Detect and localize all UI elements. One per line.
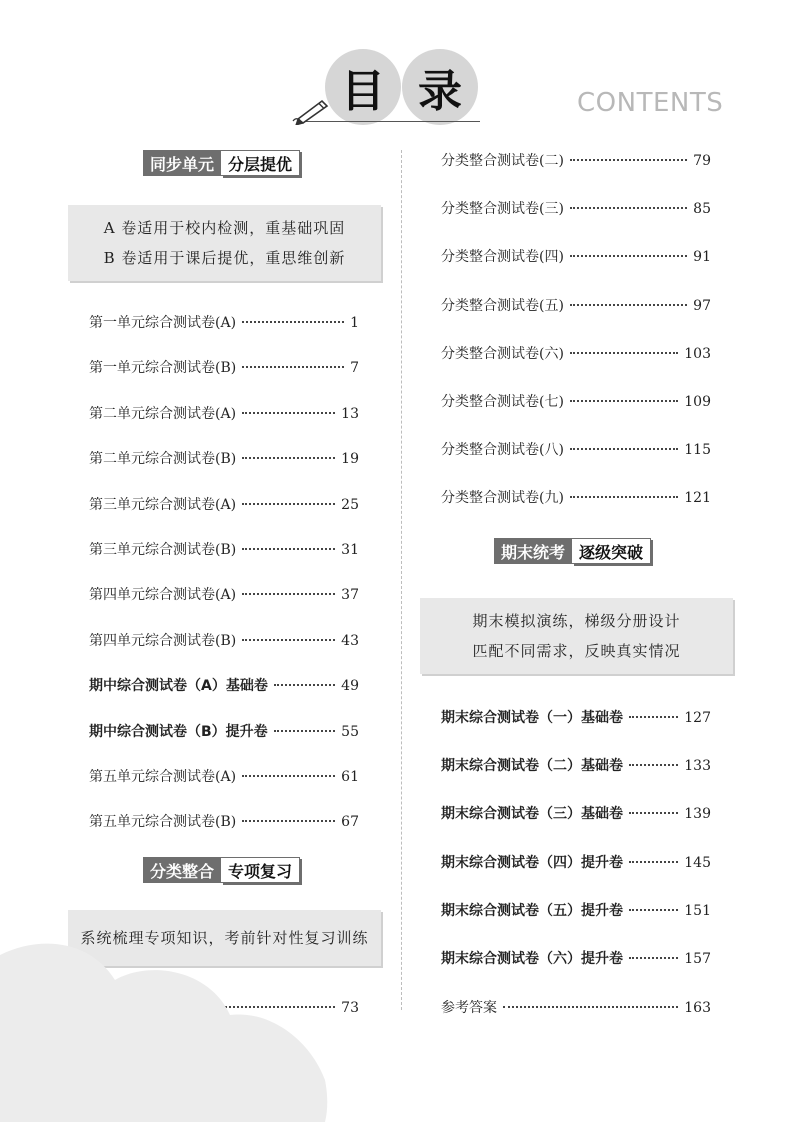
toc-entry[interactable] <box>441 997 711 1017</box>
toc-entry-label: 分类整合测试卷(六) <box>441 345 564 362</box>
toc-page-number: 163 <box>684 1000 711 1016</box>
contents-heading: CONTENTS <box>577 88 724 118</box>
toc-entry-label: 参考答案 <box>441 1000 497 1016</box>
toc-leader-dots <box>570 352 678 354</box>
toc-entry-label: 第四单元综合测试卷(B) <box>89 632 237 649</box>
toc-leader-dots <box>242 321 344 323</box>
toc-entry-label: 第四单元综合测试卷(A) <box>89 587 237 604</box>
toc-entry-label: 期中综合测试卷（B）提升卷 <box>89 723 268 740</box>
toc-leader-dots <box>242 820 335 822</box>
info-line: 系统梳理专项知识，考前针对性复习训练 <box>80 929 369 947</box>
toc-page-number: 121 <box>684 490 711 507</box>
toc-page-number: 85 <box>693 201 711 218</box>
toc-entry-label: 第一单元综合测试卷(A) <box>89 315 237 331</box>
section-badge-category <box>143 857 300 883</box>
toc-leader-dots <box>242 503 335 505</box>
section-badge-light: 专项复习 <box>221 857 300 883</box>
toc-entry[interactable] <box>441 852 711 872</box>
toc-entry[interactable] <box>441 295 711 315</box>
decorative-cloud <box>0 930 330 1122</box>
toc-leader-dots <box>570 448 678 450</box>
toc-leader-dots <box>570 496 678 498</box>
toc-page-number: 67 <box>341 814 359 831</box>
toc-leader-dots <box>242 775 335 777</box>
section-badge-dark: 期末统考 <box>494 538 572 564</box>
toc-entry-label: 第五单元综合测试卷(B) <box>89 814 237 831</box>
toc-leader-dots <box>570 400 678 402</box>
toc-entry[interactable] <box>441 198 711 218</box>
toc-entry[interactable] <box>89 721 359 741</box>
toc-page-number: 31 <box>341 542 359 558</box>
info-line: B 卷适用于课后提优，重思维创新 <box>103 249 346 267</box>
toc-entry[interactable] <box>89 584 359 604</box>
toc-entry[interactable] <box>89 630 359 650</box>
section-badge-dark: 分类整合 <box>143 857 221 883</box>
toc-page-number: 127 <box>684 710 711 726</box>
toc-entry-label: 第二单元综合测试卷(B) <box>89 451 237 468</box>
toc-leader-dots <box>274 730 336 732</box>
toc-entry[interactable] <box>441 755 711 775</box>
toc-page-number: 151 <box>684 902 711 919</box>
toc-entry-label: 分类整合测试卷(四) <box>441 249 564 266</box>
toc-entry[interactable] <box>441 487 711 507</box>
info-line: 期末模拟演练，梯级分册设计 <box>472 612 681 630</box>
toc-entry-label: 期末综合测试卷（五）提升卷 <box>441 902 623 919</box>
toc-page-number: 97 <box>693 297 711 314</box>
info-line: 匹配不同需求，反映真实情况 <box>472 642 681 660</box>
toc-page-number: 25 <box>341 496 359 513</box>
toc-entry[interactable] <box>441 803 711 823</box>
toc-leader-dots <box>242 412 335 414</box>
info-line: A 卷适用于校内检测，重基础巩固 <box>103 219 346 237</box>
toc-leader-dots <box>242 593 335 595</box>
toc-page-number: 91 <box>693 249 711 266</box>
toc-leader-dots <box>242 548 335 550</box>
toc-leader-dots <box>570 159 687 161</box>
toc-entry-label: 分类整合测试卷(二) <box>441 153 564 169</box>
toc-entry-label: 分类整合测试卷(七) <box>441 394 564 410</box>
toc-entry-label: 分类整合测试卷(九) <box>441 490 564 507</box>
toc-entry[interactable] <box>441 343 711 363</box>
title-char: 录 <box>418 66 462 117</box>
title-char: 目 <box>341 66 385 117</box>
pencil-icon <box>292 95 332 125</box>
toc-page-number: 79 <box>693 153 711 169</box>
toc-page-number: 157 <box>684 951 711 967</box>
toc-entry-label: 第二单元综合测试卷(A) <box>89 405 237 422</box>
toc-entry-label: 第三单元综合测试卷(B) <box>89 542 237 558</box>
toc-entry[interactable] <box>89 539 359 559</box>
section-badge-light: 逐级突破 <box>572 538 651 564</box>
toc-entry[interactable] <box>89 675 359 695</box>
toc-page-number: 133 <box>684 758 711 775</box>
toc-leader-dots <box>629 909 678 911</box>
toc-page-number: 7 <box>350 360 359 377</box>
toc-page-number: 115 <box>684 442 711 459</box>
toc-leader-dots <box>242 457 335 459</box>
toc-leader-dots <box>629 812 678 814</box>
toc-entry-label: 分类整合测试卷(五) <box>441 297 564 314</box>
toc-entry[interactable] <box>441 150 711 170</box>
toc-page-number: 109 <box>684 394 711 410</box>
title-char-circle-2 <box>402 49 478 125</box>
toc-entry[interactable] <box>89 766 359 786</box>
toc-leader-dots <box>629 764 678 766</box>
toc-page-number: 103 <box>684 345 711 362</box>
toc-entry[interactable] <box>89 312 359 332</box>
section-badge-final-exam <box>494 538 651 564</box>
toc-entry[interactable] <box>441 246 711 266</box>
toc-entry-label: 期末综合测试卷（四）提升卷 <box>441 854 623 871</box>
toc-entry[interactable] <box>441 439 711 459</box>
toc-page-number: 55 <box>341 723 359 740</box>
toc-page-number: 43 <box>341 632 359 649</box>
toc-page-number: 37 <box>341 587 359 604</box>
toc-entry[interactable] <box>441 948 711 968</box>
toc-entry[interactable] <box>441 900 711 920</box>
toc-leader-dots <box>570 304 687 306</box>
toc-leader-dots <box>274 684 335 686</box>
toc-entry[interactable] <box>441 707 711 727</box>
toc-entry-label: 第一单元综合测试卷(B) <box>89 360 237 377</box>
toc-leader-dots <box>629 716 678 718</box>
toc-entry[interactable] <box>89 357 359 377</box>
toc-page-number: 19 <box>341 451 359 468</box>
toc-entry[interactable] <box>89 811 359 831</box>
toc-leader-dots <box>503 1006 678 1008</box>
toc-leader-dots <box>570 207 687 209</box>
toc-entry[interactable] <box>89 494 359 514</box>
toc-page-number: 139 <box>684 806 711 823</box>
title-char-circle-1 <box>325 49 401 125</box>
toc-entry-label: 期末综合测试卷（三）基础卷 <box>441 806 623 823</box>
toc-entry-label: 第五单元综合测试卷(A) <box>89 769 237 785</box>
toc-entry-label: 期中综合测试卷（A）基础卷 <box>89 678 268 695</box>
toc-page-number: 13 <box>341 405 359 422</box>
toc-leader-dots <box>242 639 335 641</box>
toc-page-number: 145 <box>684 854 711 871</box>
toc-leader-dots <box>242 366 344 368</box>
toc-entry-label: 期末综合测试卷（二）基础卷 <box>441 758 623 775</box>
toc-leader-dots <box>629 957 678 959</box>
toc-page-number: 49 <box>341 678 359 695</box>
toc-entry-label: 期末综合测试卷（一）基础卷 <box>441 710 623 726</box>
section-info-box <box>68 205 381 281</box>
toc-entry[interactable] <box>89 403 359 423</box>
toc-page-number: 1 <box>350 315 359 331</box>
toc-entry[interactable] <box>441 391 711 411</box>
toc-entry-label: 分类整合测试卷(八) <box>441 442 564 459</box>
section-badge-sync-units <box>143 150 300 176</box>
toc-leader-dots <box>570 255 687 257</box>
toc-entry-label: 第三单元综合测试卷(A) <box>89 496 237 513</box>
toc-entry[interactable] <box>89 448 359 468</box>
column-divider <box>401 150 402 1010</box>
section-badge-light: 分层提优 <box>221 150 300 176</box>
toc-leader-dots <box>629 861 678 863</box>
toc-page-number: 61 <box>341 769 359 785</box>
toc-entry-label: 分类整合测试卷(三) <box>441 201 564 218</box>
toc-page-number: 73 <box>341 1000 359 1016</box>
section-info-box <box>420 598 733 674</box>
section-badge-dark: 同步单元 <box>143 150 221 176</box>
toc-entry-label: 期末综合测试卷（六）提升卷 <box>441 951 623 967</box>
